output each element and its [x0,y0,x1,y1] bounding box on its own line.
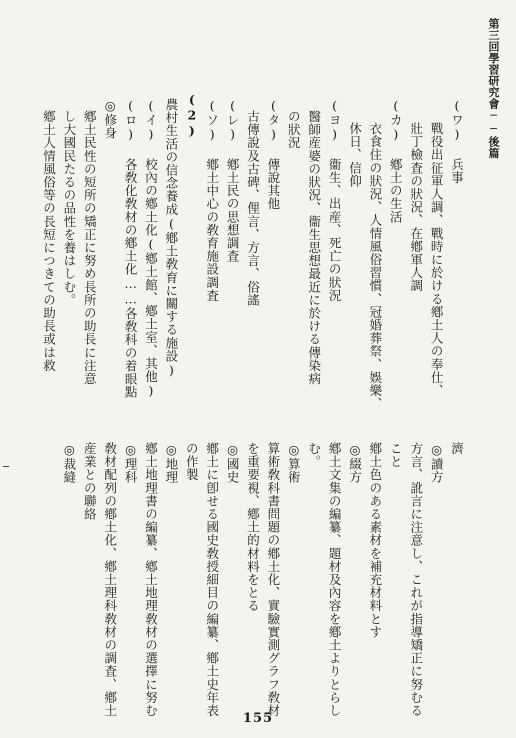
lower-column: 方言、訛言に注意し、これが指導矯正に努むる [408,442,424,718]
upper-column: (ワ) 兵事 [449,98,465,185]
upper-column: 壯丁檢査の狀況、在鄕軍人調 [408,122,424,293]
lower-column: ◎國史 [225,442,241,484]
upper-column: 農村生活の信念養成(鄕土敎育に關する施設) [163,98,179,379]
lower-column: ◎綴方 [347,442,363,484]
upper-column: し大國民たるの品性を養はしむ。 [61,110,77,307]
upper-column: 鄕土人情風俗等の長短につきての助長或は救 [41,110,57,372]
upper-column: (2) [184,92,200,139]
lower-column: を重要視、鄕土的材料をとる [245,442,261,613]
upper-column: 衣食住の狀況、人情風俗習慣、冠婚葬祭、娛樂、 [367,122,383,411]
lower-column: ◎算術 [286,442,302,484]
upper-column: の狀況 [286,110,302,150]
lower-column: 敎材配列の鄕土化、鄕土理科敎材の調査、鄕土 [102,442,118,718]
lower-column: 産業との聯絡 [82,442,98,521]
upper-column: 休日、信仰 [347,122,363,188]
upper-column: (ヨ) 衞生、出産、死亡の狀況 [327,98,343,302]
lower-column: ◎理科 [123,442,139,484]
lower-column: ◎地理 [163,442,179,484]
upper-column: (タ) 傳說其他 [265,98,281,211]
upper-column: 戰役出征軍人調、戰時に於ける鄕土人の奉仕、 [429,122,445,398]
upper-column: (イ) 校內の鄕土化(鄕土館、鄕土室、其他) [143,98,159,399]
lower-column: 鄕土に卽せる國史敎授細目の編纂、鄕土史年表 [204,442,220,718]
upper-column: (レ) 鄕土民の思想調査 [225,98,241,263]
upper-column: (カ) 鄕土の生活 [388,98,404,224]
upper-column: (ソ) 鄕土中心の敎育施設調査 [204,98,220,302]
lower-column: 鄕土文集の編纂、題材及內容を鄕土よりとらし [327,442,343,718]
lower-column: 鄕土色のある素材を補充材料とす [367,442,383,639]
running-head: 第三回學習研究會──後篇 [487,18,500,159]
lower-column: ◎裁縫 [61,442,77,484]
lower-column: む。 [306,442,322,469]
upper-column: (ロ) 各敎化敎材の鄕土化……各敎科の着眼點 [123,98,139,399]
upper-column: ◎修身 [102,98,118,140]
lower-column: の作製 [184,442,200,482]
lower-column: 鄕土地理書の編纂、鄕土地理敎材の選擇に努む [143,442,159,718]
upper-column: 醫師産婆の狀況、衞生思想最近に於ける傳染病 [306,110,322,386]
upper-column: 鄕土民性の短所の矯正に努め長所の助長に注意 [82,110,98,386]
lower-column: こと [388,442,404,469]
page-number: 155 [242,711,274,726]
upper-column: 古傳說及古碑、俚言、方言、俗謠 [245,110,261,307]
lower-column: ◎讀方 [429,442,445,484]
lower-column: 算術敎科書問題の鄕土化、實驗實測グラフ敎材 [265,442,281,718]
margin-mark [3,466,9,467]
lower-column: 濟 [449,442,465,456]
